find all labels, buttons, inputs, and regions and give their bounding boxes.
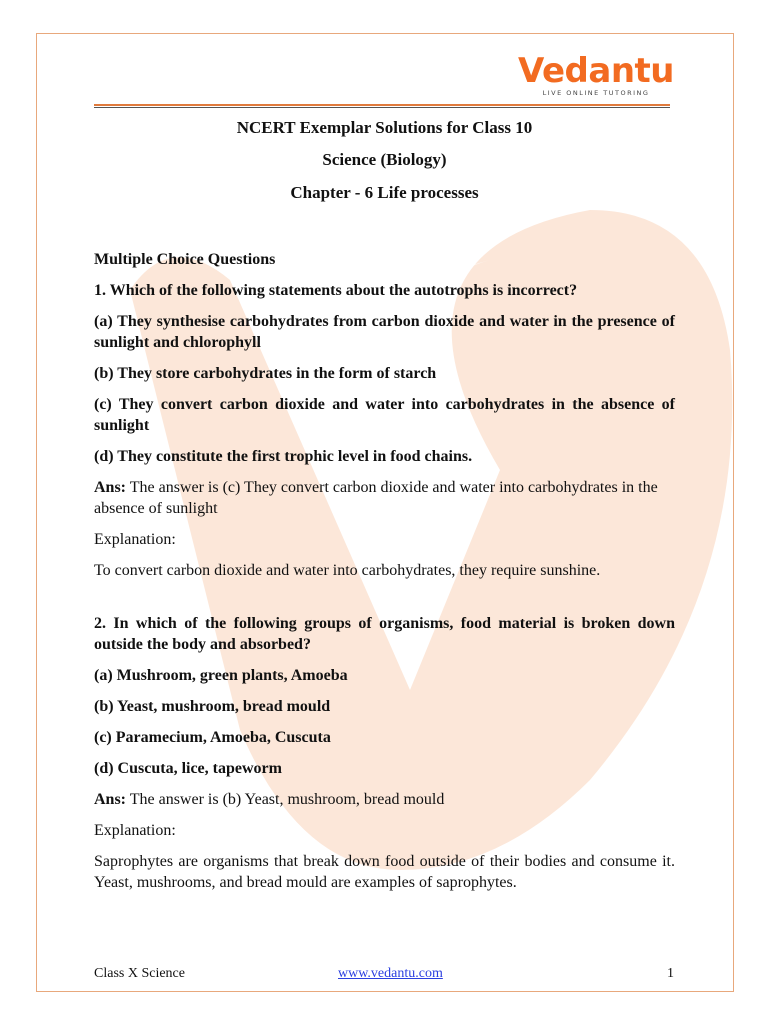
q2-answer-label: Ans: (94, 791, 127, 808)
q2-option-a: (a) Mushroom, green plants, Amoeba (94, 667, 348, 684)
q1-answer (94, 477, 675, 519)
q2-option-d: (d) Cuscuta, lice, tapeworm (94, 760, 282, 777)
q1-option-c: (c) They convert carbon dioxide and water into carbohydrates in the absence of sunlight (94, 396, 675, 434)
logo-tagline: LIVE ONLINE TUTORING (542, 89, 650, 97)
header-rule (94, 104, 670, 106)
q2-explanation: Saprophytes are organisms that break down food outside of their bodies and consume it. Yeast, mushrooms, and bread mould are examples of saprophytes. (94, 853, 675, 891)
q1-answer-text: The answer is (c) They convert carbon dioxide and water into carbohydrates in the absence of sunlight (94, 479, 658, 517)
q2-answer-text: The answer is (b) Yeast, mushroom, bread mould (126, 791, 445, 808)
footer-website-link[interactable]: www.vedantu.com (338, 966, 443, 981)
vedantu-logo (518, 52, 674, 97)
q1-option-a: (a) They synthesise carbohydrates from carbon dioxide and water in the presence of sunlight and chlorophyll (94, 313, 675, 351)
doc-chapter: Chapter - 6 Life processes (290, 183, 479, 202)
footer-class-label: Class X Science (94, 966, 185, 981)
header-rule-thin (94, 107, 670, 108)
q1-explanation: To convert carbon dioxide and water into carbohydrates, they require sunshine. (94, 562, 601, 579)
footer-page-number: 1 (667, 966, 674, 981)
q2-explanation-label: Explanation: (94, 822, 176, 839)
q1-explanation-label: Explanation: (94, 531, 176, 548)
logo-wordmark: Vedantu (518, 51, 674, 91)
document-body (94, 114, 675, 893)
q1-answer-label: Ans: (94, 479, 127, 496)
q1-option-d: (d) They constitute the first trophic level in food chains. (94, 448, 473, 465)
q2-question: 2. In which of the following groups of organisms, food material is broken down outside the body and absorbed? (94, 615, 675, 653)
section-heading: Multiple Choice Questions (94, 251, 276, 268)
q2-option-c: (c) Paramecium, Amoeba, Cuscuta (94, 729, 331, 746)
doc-subject: Science (Biology) (322, 150, 447, 169)
q2-option-b: (b) Yeast, mushroom, bread mould (94, 698, 331, 715)
q2-answer (94, 789, 675, 810)
q1-option-b: (b) They store carbohydrates in the form of starch (94, 365, 437, 382)
doc-title: NCERT Exemplar Solutions for Class 10 (236, 118, 533, 137)
q1-question: 1. Which of the following statements about the autotrophs is incorrect? (94, 282, 578, 299)
